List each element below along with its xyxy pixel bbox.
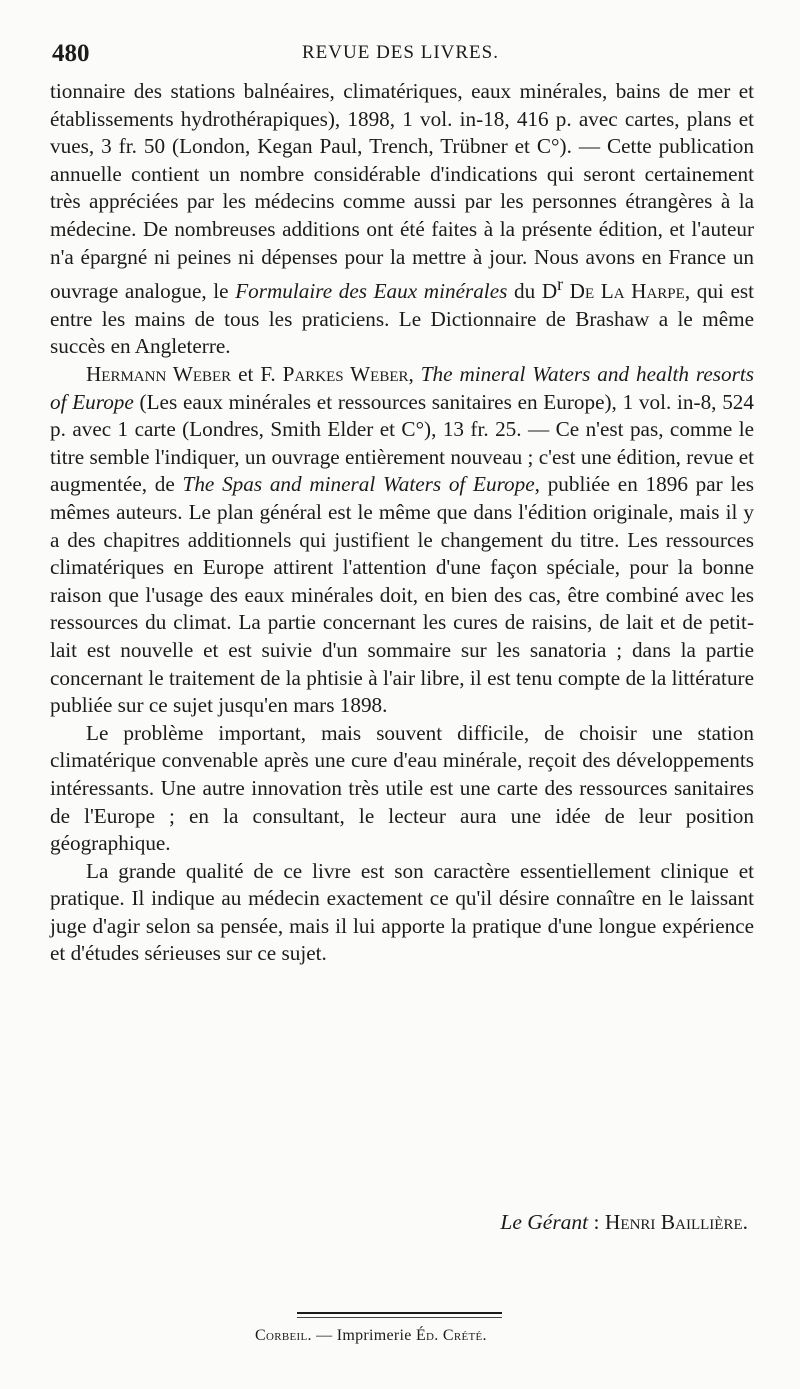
title-spas: The Spas and mineral Waters of Europe <box>182 472 535 497</box>
printer-city: Corbeil. <box>255 1327 312 1344</box>
author-hermann-weber: Hermann Weber <box>86 362 232 386</box>
footer-rule-thin <box>297 1317 502 1318</box>
title-mineral-waters: The mineral Waters and health resorts of Europe <box>50 362 754 414</box>
paragraph-2: Hermann Weber et F. Parkes Weber, The mineral Waters and health resorts of Europe (Les eaux minérales et ressources sanitaires en Europe), 1 vol. in-8, 524 p. avec 1 carte (Londres, Smith Elder et C°), 13 fr. 25. — Ce n'est pas, comme le titre semble l'indiquer, un ouvrage entièrement nouveau ; c'est une édition, revue et augmentée, de The Spas and mineral Waters of Europe, publiée en 1896 par les mêmes auteurs. Le plan général est le même que dans l'édition originale, mais il y a des chapitres additionnels qui justifient le changement du titre. Les ressources climatériques en Europe attirent l'attention d'une façon spéciale, pour la bonne raison que l'usage des eaux minérales doit, en bien des cas, être combiné avec les ressources du climat. La partie concernant les cures de raisins, de lait et de petit-lait est nouvelle et est suivie d'un sommaire sur les sanatoria ; dans la partie concernant le traitement de la phtisie à l'air libre, il est tenu compte de la littérature publiée sur ce sujet jusqu'en mars 1898. <box>50 362 754 718</box>
author-parkes-weber: Parkes Weber <box>282 362 409 386</box>
footer-rule <box>297 1312 502 1314</box>
paragraph-3: Le problème important, mais souvent difficile, de choisir une station climatérique convenable après une cure d'eau minérale, reçoit des développements intéressants. Une autre innovation très utile est une carte des ressources sanitaires de l'Europe ; en la consultant, le lecteur aura une idée de leur position géographique. <box>50 720 754 856</box>
signature-name: Henri Baillière. <box>604 1210 748 1234</box>
signature-label: Le Gérant <box>500 1210 589 1234</box>
paragraph-4: La grande qualité de ce livre est son caractère essentiellement clinique et pratique. Il indique au médecin exactement ce qu'il désire connaître en le laissant juge d'agir selon sa pensée, mais il lui apporte la pratique d'une longue expérience et d'études sérieuses sur ce sujet. <box>50 858 754 966</box>
signature: Le Gérant : Henri Baillière. <box>500 1210 748 1234</box>
page-header <box>52 34 752 74</box>
printer-name: Éd. Crété. <box>415 1327 487 1344</box>
paragraph-1: tionnaire des stations balnéaires, climatériques, eaux minérales, bains de mer et établissements hydrothérapiques), 1898, 1 vol. in-18, 416 p. avec cartes, plans et vues, 3 fr. 50 (London, Kegan Paul, Trench, Trübner et C°). — Cette publication annuelle contient un nombre considérable d'indications qui seront certainement très appréciées par les médecins comme aussi par les personnes étrangères à la médecine. De nombreuses additions ont été faites à la présente édition, et l'auteur n'a épargné ni peines ni dépenses pour la mettre à jour. Nous avons en France un ouvrage analogue, le Formulaire des Eaux minérales du $D^r$ De La Harpe, qui est entre les mains de tous les praticiens. Le Dictionnaire de Brashaw a le même succès en Angleterre. <box>50 79 754 359</box>
author-de-la-harpe: De La Harpe <box>569 279 685 304</box>
printer-imprint: Corbeil. — Imprimerie Éd. Crété. <box>255 1327 487 1344</box>
running-head: REVUE DES LIVRES. <box>302 42 499 63</box>
page-number: 480 <box>52 40 90 67</box>
title-formulaire: Formulaire des Eaux minérales <box>235 279 508 304</box>
article-body <box>50 78 754 968</box>
